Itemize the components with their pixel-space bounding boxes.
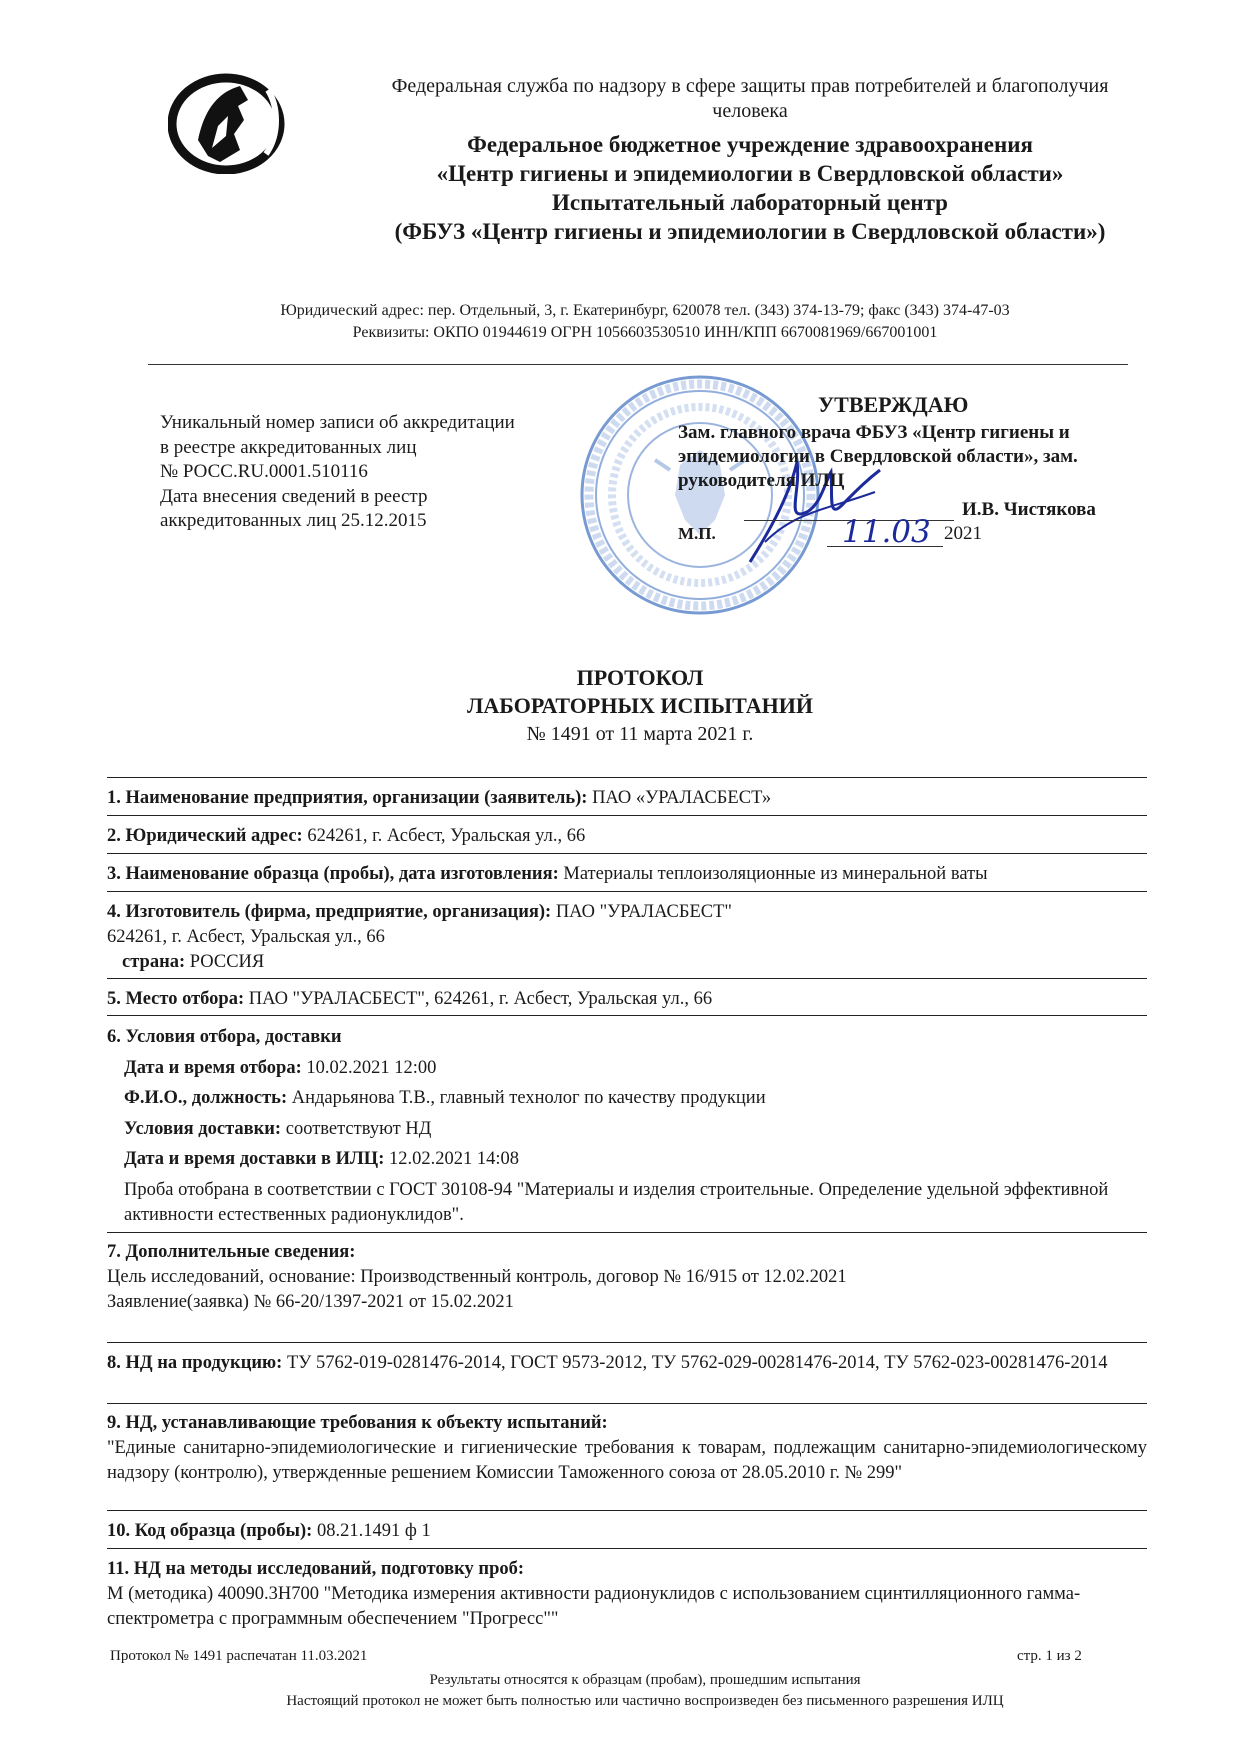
section-5-value: ПАО "УРАЛАСБЕСТ", 624261, г. Асбест, Уральская ул., 66 xyxy=(248,989,713,1009)
section-4-country: РОССИЯ xyxy=(189,952,265,972)
agency-name: Федеральная служба по надзору в сфере защиты прав потребителей и благополучия человека xyxy=(391,75,1109,122)
divider xyxy=(107,891,1147,892)
section-4-address: 624261, г. Асбест, Уральская ул., 66 xyxy=(107,927,385,947)
section-7-line-2: Заявление(заявка) № 66-20/1397-2021 от 15.02.2021 xyxy=(107,1292,514,1312)
section-1-label: 1. Наименование предприятия, организации (заявитель): xyxy=(107,788,588,808)
signer-name: И.В. Чистякова xyxy=(962,499,1096,520)
approval-title: УТВЕРЖДАЮ xyxy=(818,392,969,417)
delivery-conditions-label: Условия доставки: xyxy=(124,1118,282,1139)
section-11-label: 11. НД на методы исследований, подготовку проб: xyxy=(107,1559,525,1579)
section-6-label: 6. Условия отбора, доставки xyxy=(107,1027,342,1047)
header-divider xyxy=(148,364,1128,365)
section-3-value: Материалы теплоизоляционные из минеральной ваты xyxy=(563,864,988,884)
protocol-title: ПРОТОКОЛ xyxy=(576,665,704,690)
handwritten-date: 11.03 xyxy=(842,514,931,550)
section-7-label: 7. Дополнительные сведения: xyxy=(107,1242,356,1262)
approval-block xyxy=(678,393,1138,493)
section-7 xyxy=(107,1240,1147,1315)
section-9-value: "Единые санитарно-эпидемиологические и гигиенические требования к товарам, подлежащим санитарно-эпидемиологическому надзору (контролю), утвержденные решением Комиссии Таможенного союза от 28.05.2010 г. № 299" xyxy=(107,1438,1147,1483)
section-4-country-label: страна: xyxy=(122,952,186,972)
divider xyxy=(107,1015,1147,1016)
section-4-value: ПАО "УРАЛАСБЕСТ" xyxy=(555,902,732,922)
approval-year: 2021 xyxy=(944,523,982,544)
sampling-date-value: 10.02.2021 12:00 xyxy=(306,1057,437,1078)
section-2-value: 624261, г. Асбест, Уральская ул., 66 xyxy=(307,826,586,846)
divider xyxy=(107,777,1147,778)
protocol-subtitle: ЛАБОРАТОРНЫХ ИСПЫТАНИЙ xyxy=(467,693,813,718)
sampler-label: Ф.И.О., должность: xyxy=(124,1088,288,1108)
section-5-label: 5. Место отбора: xyxy=(107,989,245,1009)
section-2-label: 2. Юридический адрес: xyxy=(107,826,303,846)
sampling-date-label: Дата и время отбора: xyxy=(124,1057,302,1078)
footer-note-1: Результаты относятся к образцам (пробам), прошедшим испытания xyxy=(429,1672,861,1688)
legal-address: Юридический адрес: пер. Отдельный, 3, г. Екатеринбург, 620078 тел. (343) 374-13-79; факс (343) 374-47-03 xyxy=(280,302,1010,319)
section-6 xyxy=(107,1022,1147,1228)
section-3 xyxy=(107,862,1147,887)
section-11-value: М (методика) 40090.3Н700 "Методика измерения активности радионуклидов с использованием сцинтилляционного гамма-спектрометра с программным обеспечением "Прогресс"" xyxy=(107,1584,1081,1629)
section-10 xyxy=(107,1519,1147,1544)
delivery-date-value: 12.02.2021 14:08 xyxy=(388,1149,519,1169)
section-4-label: 4. Изготовитель (фирма, предприятие, организация): xyxy=(107,902,552,922)
sampler-value: Андарьянова Т.В., главный технолог по качеству продукции xyxy=(291,1088,766,1108)
footer-note-2: Настоящий протокол не может быть полностью или частично воспроизведен без письменного разрешения ИЛЦ xyxy=(286,1693,1004,1709)
delivery-conditions-value: соответствуют НД xyxy=(285,1118,432,1139)
approval-position: Зам. главного врача ФБУЗ «Центр гигиены и эпидемиологии в Свердловской области», зам. руководителя ИЛЦ xyxy=(678,422,1078,491)
section-1 xyxy=(107,786,1147,811)
divider xyxy=(107,853,1147,854)
requisites: Реквизиты: ОКПО 01944619 ОГРН 1056603530510 ИНН/КПП 6670081969/667001001 xyxy=(352,324,938,341)
mp-label: М.П. xyxy=(678,524,716,543)
protocol-number: № 1491 от 11 марта 2021 г. xyxy=(526,723,754,745)
section-5 xyxy=(107,987,1147,1012)
section-3-label: 3. Наименование образца (пробы), дата изготовления: xyxy=(107,864,559,884)
accreditation-info: Уникальный номер записи об аккредитации в реестре аккредитованных лиц № РОСС.RU.0001.510116 Дата внесения сведений в реестр аккредитованных лиц 25.12.2015 xyxy=(160,412,515,531)
delivery-date-label: Дата и время доставки в ИЛЦ: xyxy=(124,1149,385,1169)
section-1-value: ПАО «УРАЛАСБЕСТ» xyxy=(592,788,772,808)
sampling-note: Проба отобрана в соответствии с ГОСТ 30108-94 "Материалы и изделия строительные. Определение удельной эффективной активности естественных радионуклидов". xyxy=(124,1179,1109,1225)
divider xyxy=(107,1548,1147,1549)
section-10-value: 08.21.1491 ф 1 xyxy=(316,1521,431,1541)
organization-logo xyxy=(168,70,290,174)
section-8 xyxy=(107,1351,1147,1376)
divider xyxy=(107,1403,1147,1404)
print-info: Протокол № 1491 распечатан 11.03.2021 xyxy=(110,1648,368,1664)
divider xyxy=(107,815,1147,816)
section-8-label: 8. НД на продукцию: xyxy=(107,1353,283,1373)
section-2 xyxy=(107,824,1147,849)
section-4 xyxy=(107,900,1147,975)
section-9 xyxy=(107,1411,1147,1486)
section-10-label: 10. Код образца (пробы): xyxy=(107,1521,313,1541)
organization-name: Федеральное бюджетное учреждение здравоохранения «Центр гигиены и эпидемиологии в Свердловской области» Испытательный лабораторный центр (ФБУЗ «Центр гигиены и эпидемиологии в Свердловской области») xyxy=(394,132,1106,244)
divider xyxy=(107,1342,1147,1343)
section-8-value: ТУ 5762-019-0281476-2014, ГОСТ 9573-2012, ТУ 5762-029-00281476-2014, ТУ 5762-023-00281476-2014 xyxy=(286,1353,1108,1373)
page-number: стр. 1 из 2 xyxy=(1017,1648,1082,1664)
divider xyxy=(107,1232,1147,1233)
section-11 xyxy=(107,1557,1147,1632)
divider xyxy=(107,1510,1147,1511)
section-7-line-1: Цель исследований, основание: Производственный контроль, договор № 16/915 от 12.02.2021 xyxy=(107,1267,847,1287)
section-9-label: 9. НД, устанавливающие требования к объекту испытаний: xyxy=(107,1413,608,1433)
divider xyxy=(107,978,1147,979)
